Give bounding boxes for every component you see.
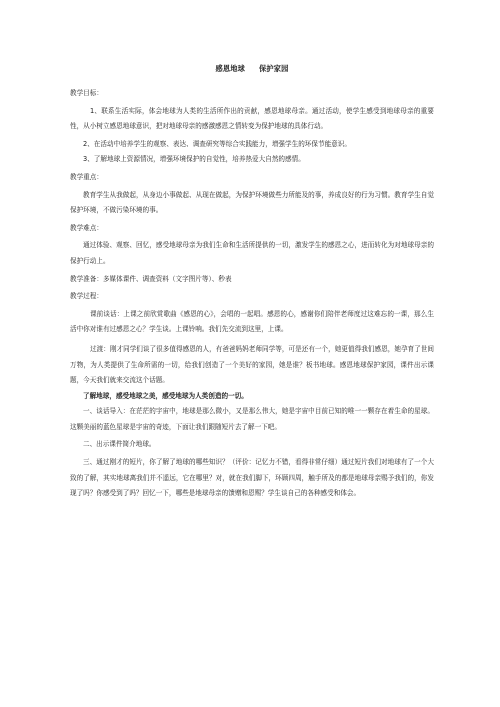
goal-2: 2、在活动中培养学生的观察、表达、调查研究等综合实践能力，增强学生的环保节能意识。 — [83, 139, 351, 148]
difficulty-text: 通过体验、观察、回忆，感受地球母亲为我们生命和生活所提供的一切，激发学生的感恩之心，进而转化为对地球母亲的保护行动上。 — [70, 241, 434, 265]
title-part-2: 保护家园 — [259, 64, 289, 73]
document-title — [70, 64, 434, 73]
difficulty-heading: 教学难点： — [70, 223, 103, 232]
goals-heading: 教学目标： — [70, 89, 103, 97]
pre-class-talk: 课前谈话：上课之前欣赏歌曲《感恩的心》，会唱的一起唱。感恩的心，感谢你们陪伴老师度过这难忘的一课，那么生活中你对谁有过感恩之心？学生谈。上课铃响。我们先交流到这里，上课。 — [70, 309, 434, 334]
step-3-discussion: 三、通过刚才的短片，你了解了地球的哪些知识？（评价：记忆力不错，看得非常仔细）通过短片我们对地球有了一个大致的了解，其实地球离我们并不遥远，它在哪里？对，就在我们脚下，环顾四周，触手所及的都是地球母亲赐予我们的，你发现了吗？你感受到了吗？回忆一下，哪些是地球母亲的馈赠和恩赐？学生谈自己的各种感受和体会。 — [70, 458, 434, 498]
bold-objective-line: 了解地球，感受地球之美，感受地球为人类创造的一切。 — [83, 391, 248, 400]
step-1-intro: 一、谈话导入：在茫茫的宇宙中，地球是那么微小，又是那么伟大，她是宇宙中目前已知的唯一一颗存在着生命的星球。这颗美丽的蓝色星球是宇宙的奇迹，下面让我们跟随短片去了解一下吧。 — [70, 407, 434, 431]
key-points-text: 教育学生从我做起，从身边小事做起、从现在做起，为保护环境做些力所能及的事，养成良好的行为习惯。教育学生自觉保护环境，不做污染环境的事。 — [70, 190, 434, 215]
process-heading: 教学过程： — [70, 292, 103, 301]
goal-1: 1、联系生活实际，体会地球为人类的生活所作出的贡献，感恩地球母亲。通过活动，使学生感受到地球母亲的重要性，从小树立感恩地球意识，把对地球母亲的感激感恩之情转变为保护地球的具体行动。 — [70, 106, 434, 131]
key-points-heading: 教学重点： — [70, 172, 103, 181]
transition-text: 过渡：刚才同学们谈了很多值得感恩的人，有爸爸妈妈老师同学等，可是还有一个，她更值得我们感恩，她孕育了世间万物，为人类提供了生命所需的一切，给我们创造了一个美好的家园，她是谁？板书地球。感恩地球保护家园，课件出示课题，今天我们就来交流这个话题。 — [70, 344, 434, 385]
title-part-1: 感恩地球 — [215, 64, 245, 73]
goal-3: 3、了解地球上资源情况，增强环境保护的自觉性，培养热爱大自然的感情。 — [83, 155, 305, 164]
document-page — [70, 64, 434, 502]
preparation-line: 教学准备：多媒体课件、调查资料（文字图片等）、秒表 — [70, 274, 232, 283]
step-2-courseware: 二、出示课件简介地球。 — [83, 440, 156, 449]
